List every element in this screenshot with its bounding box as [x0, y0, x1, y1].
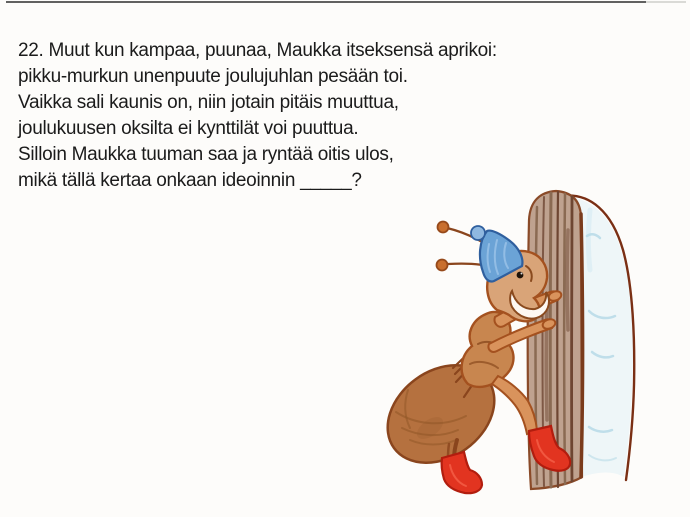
riddle-line-1: 22. Muut kun kampaa, puunaa, Maukka itseksensä aprikoi:	[18, 40, 497, 61]
arch-soft-shading	[589, 210, 591, 270]
door-grain-line	[557, 192, 558, 487]
door-grain-accent	[546, 300, 547, 420]
riddle-line-6: mikä tällä kertaa onkaan ideoinnin _____?	[18, 170, 362, 191]
antenna-tip-upper	[438, 222, 449, 233]
hat-pompom	[471, 226, 485, 240]
riddle-line-4: joulukuusen oksilta ei kynttilät voi puuttua.	[18, 118, 359, 139]
antenna-tip-lower	[437, 260, 448, 271]
rear-red-boot	[442, 452, 482, 493]
door-grain-accent	[567, 230, 568, 330]
eye-glint	[521, 273, 523, 275]
eye	[517, 272, 524, 279]
door-grain-line	[564, 194, 565, 484]
riddle-line-5: Silloin Maukka tuuman saa ja ryntää oitis ulos,	[18, 144, 394, 165]
door-right-edge	[581, 214, 583, 477]
riddle-line-3: Vaikka sali kaunis on, niin jotain pitäis muuttua,	[18, 92, 399, 113]
riddle-line-2: pikku-murkun unenpuute joulujuhlan pesään toi.	[18, 66, 408, 87]
